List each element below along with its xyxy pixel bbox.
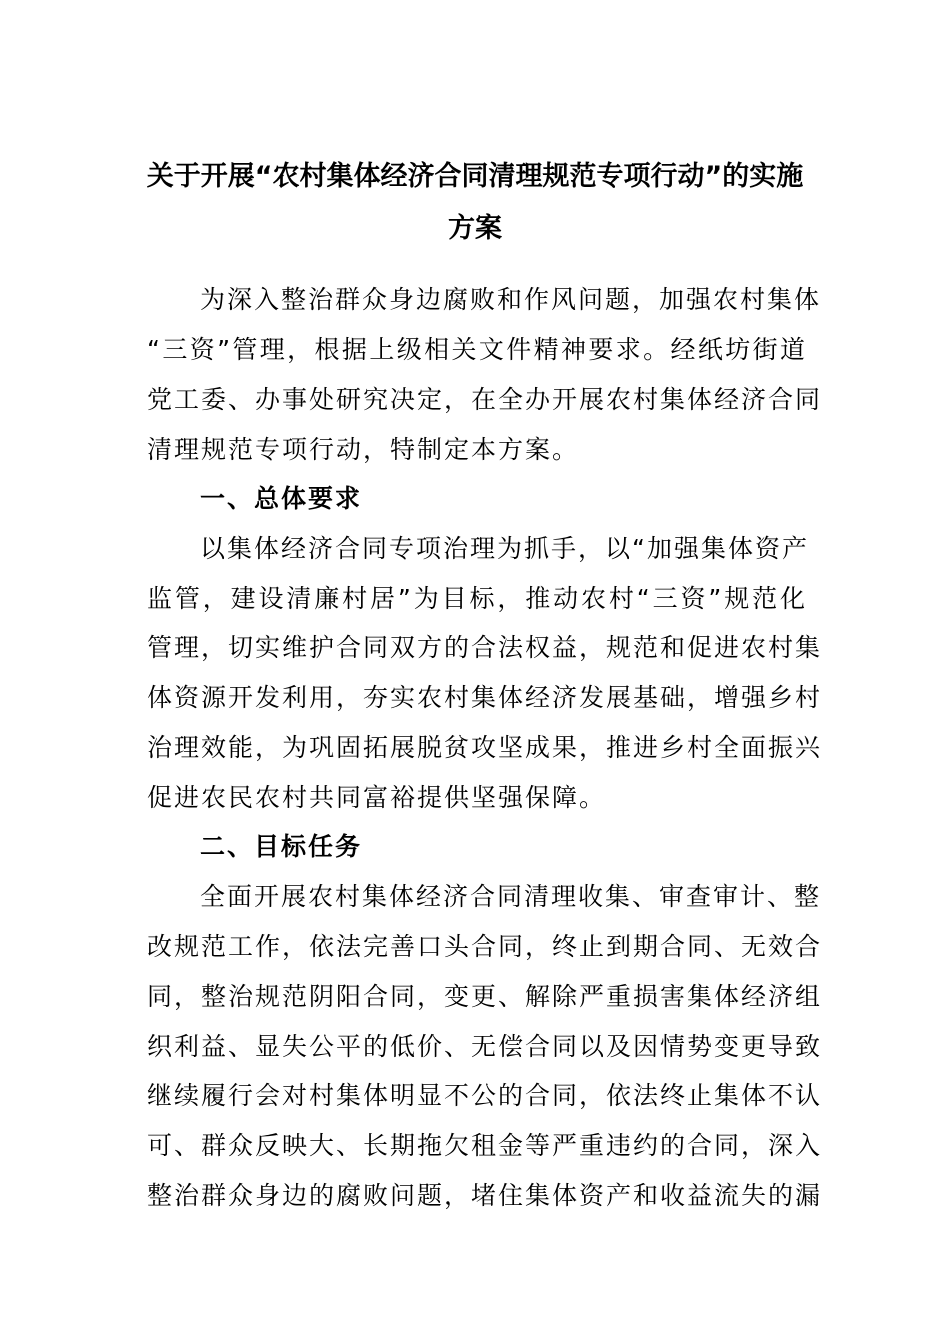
document-title-line-2: 方案 <box>448 213 502 244</box>
section-1-line-3: 管理，切实维护合同双方的合法权益，规范和促进农村集 <box>147 633 823 662</box>
section-1-line-1: 以集体经济合同专项治理为抓手，以“加强集体资产 <box>200 534 809 563</box>
intro-line-4: 清理规范专项行动，特制定本方案。 <box>147 435 580 464</box>
section-2-line-4: 织利益、显失公平的低价、无偿合同以及因情势变更导致 <box>147 1032 823 1061</box>
section-2-line-1: 全面开展农村集体经济合同清理收集、审查审计、整 <box>200 882 822 911</box>
section-2-heading: 二、目标任务 <box>200 832 363 861</box>
section-2-line-5: 继续履行会对村集体明显不公的合同，依法终止集体不认 <box>147 1081 823 1110</box>
section-2-line-3: 同，整治规范阴阳合同，变更、解除严重损害集体经济组 <box>147 982 823 1011</box>
section-2-line-7: 整治群众身边的腐败问题，堵住集体资产和收益流失的漏 <box>147 1181 823 1210</box>
section-1-line-5: 治理效能，为巩固拓展脱贫攻坚成果，推进乡村全面振兴 <box>147 733 823 762</box>
intro-line-3: 党工委、办事处研究决定，在全办开展农村集体经济合同 <box>147 385 823 414</box>
intro-line-2: “三资”管理，根据上级相关文件精神要求。经纸坊街道 <box>147 335 807 364</box>
section-1-line-2: 监管，建设清廉村居”为目标，推动农村“三资”规范化 <box>147 584 807 613</box>
document-title-line-1: 关于开展“农村集体经济合同清理规范专项行动”的实施 <box>146 161 804 192</box>
section-1-line-4: 体资源开发利用，夯实农村集体经济发展基础，增强乡村 <box>147 683 823 712</box>
section-2-line-6: 可、群众反映大、长期拖欠租金等严重违约的合同，深入 <box>147 1131 823 1160</box>
section-1-line-6: 促进农民农村共同富裕提供坚强保障。 <box>147 783 607 812</box>
section-1-heading: 一、总体要求 <box>200 484 363 513</box>
section-2-line-2: 改规范工作，依法完善口头合同，终止到期合同、无效合 <box>147 932 823 961</box>
intro-line-1: 为深入整治群众身边腐败和作风问题，加强农村集体 <box>200 285 822 314</box>
